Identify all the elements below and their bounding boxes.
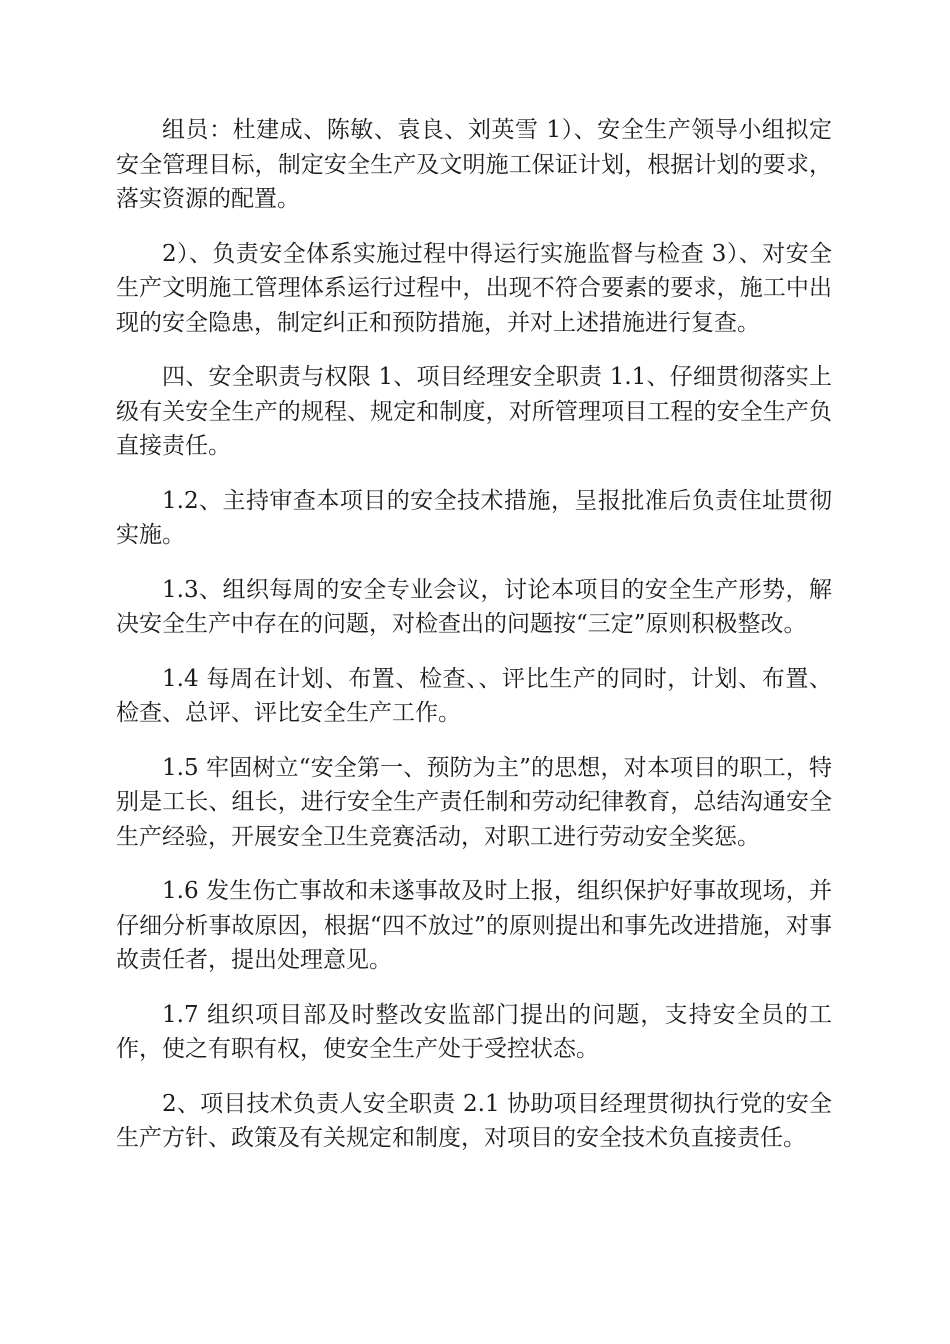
paragraph-responsibilities-heading: 四、安全职责与权限 1、项目经理安全职责 1.1、仔细贯彻落实上级有关安全生产的规程、规定和制度，对所管理项目工程的安全生产负直接责任。	[116, 364, 832, 459]
paragraph-item-1-5: 1.5 牢固树立“安全第一、预防为主”的思想，对本项目的职工，特别是工长、组长，进行安全生产责任制和劳动纪律教育，总结沟通安全生产经验，开展安全卫生竞赛活动，对职工进行劳动安全奖惩。	[116, 754, 832, 850]
paragraph-item-1-6: 1.6 发生伤亡事故和未遂事故及时上报，组织保护好事故现场，并仔细分析事故原因，根据“四不放过”的原则提出和事先改进措施，对事故责任者，提出处理意见。	[116, 878, 832, 973]
paragraph-supervision: 2）、负责安全体系实施过程中得运行实施监督与检查 3）、对安全生产文明施工管理体系运行过程中，出现不符合要素的要求，施工中出现的安全隐患，制定纠正和预防措施，并对上述措施进行复查。	[116, 240, 832, 336]
paragraph-item-1-7: 1.7 组织项目部及时整改安监部门提出的问题，支持安全员的工作，使之有职有权，使安全生产处于受控状态。	[116, 1001, 832, 1062]
paragraph-item-2: 2、项目技术负责人安全职责 2.1 协助项目经理贯彻执行党的安全生产方针、政策及有关规定和制度，对项目的安全技术负直接责任。	[116, 1090, 832, 1151]
paragraph-item-1-3: 1.3、组织每周的安全专业会议，讨论本项目的安全生产形势，解决安全生产中存在的问题，对检查出的问题按“三定”原则积极整改。	[116, 576, 832, 637]
document-body	[116, 113, 832, 1176]
paragraph-item-1-4: 1.4 每周在计划、布置、检查、、评比生产的同时，计划、布置、检查、总评、评比安全生产工作。	[116, 665, 832, 726]
paragraph-item-1-2: 1.2、主持审查本项目的安全技术措施，呈报批准后负责住址贯彻实施。	[116, 487, 832, 548]
paragraph-team-members: 组员：杜建成、陈敏、袁良、刘英雪 1）、安全生产领导小组拟定安全管理目标，制定安全生产及文明施工保证计划，根据计划的要求，落实资源的配置。	[116, 117, 832, 212]
